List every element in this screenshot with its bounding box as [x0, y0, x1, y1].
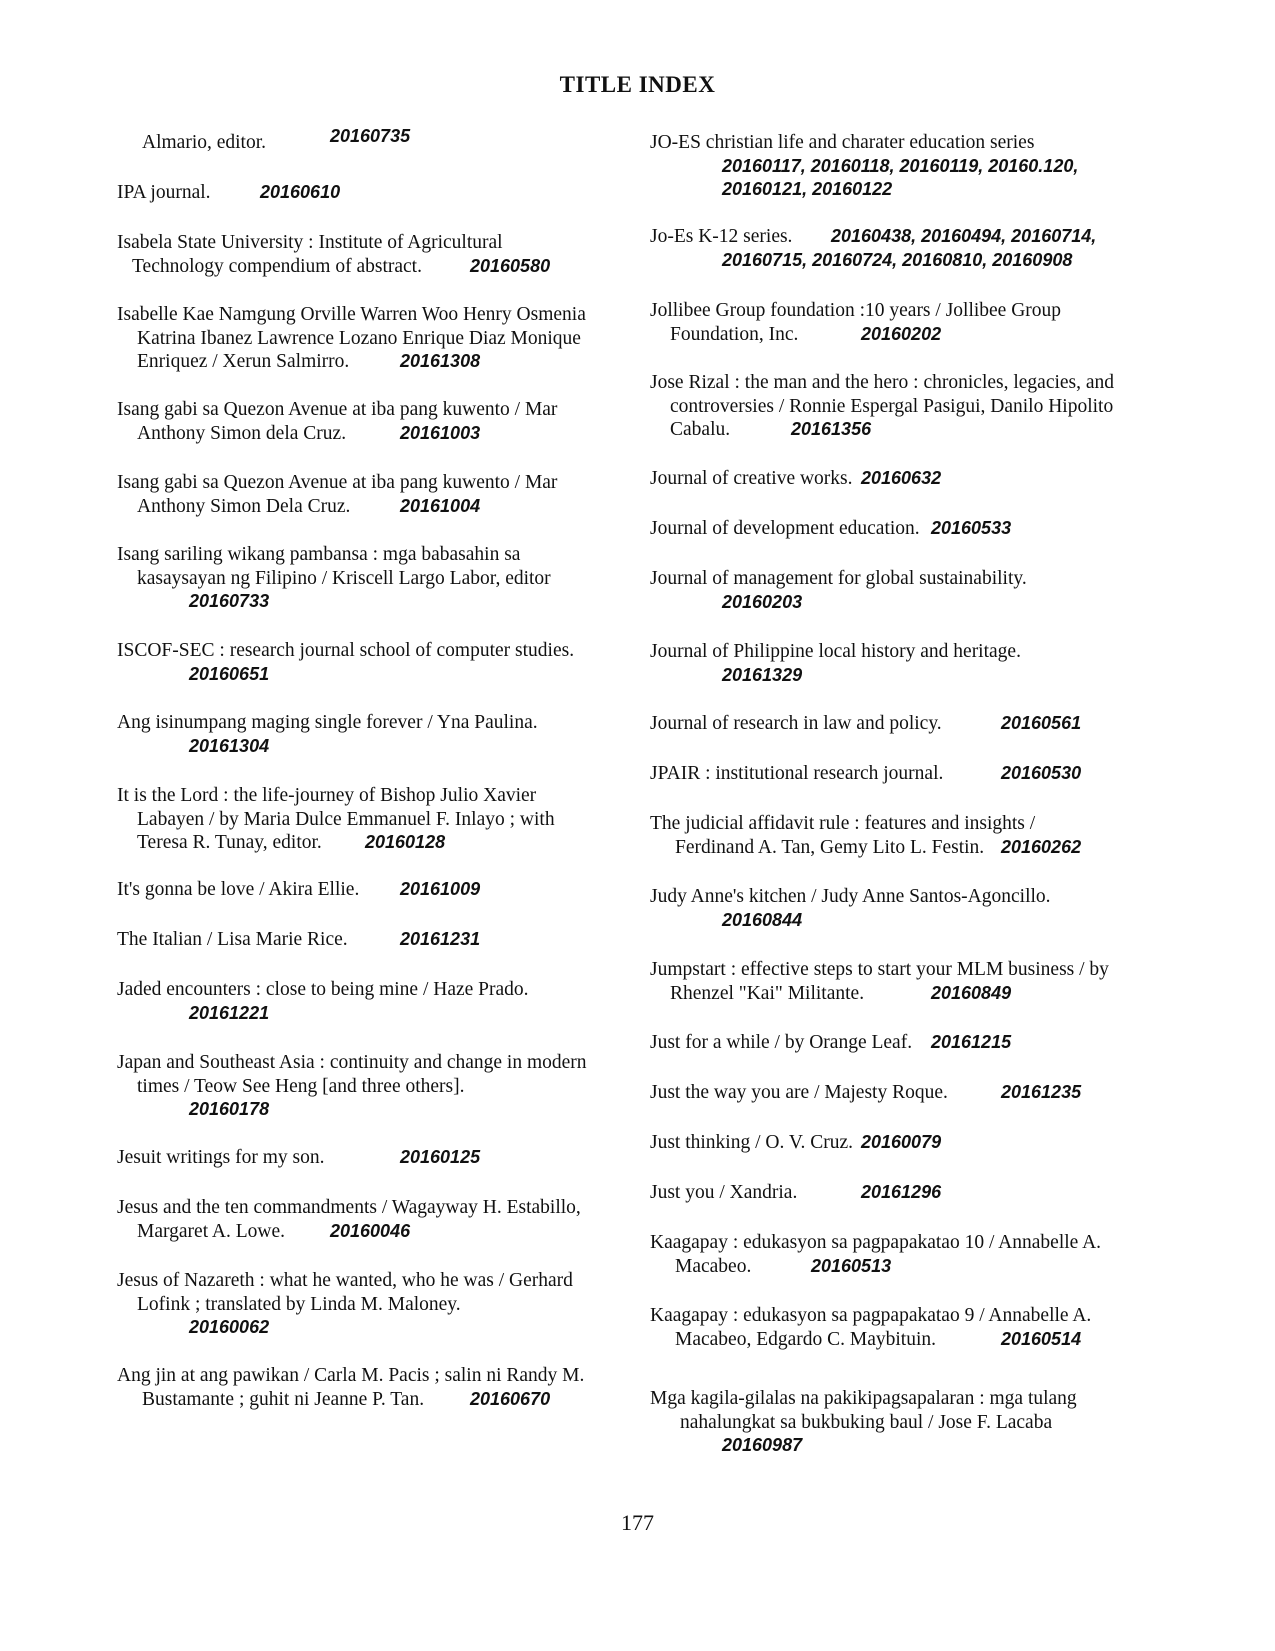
entry-number: 20161215	[931, 1032, 1012, 1052]
entry-number: 20160670	[470, 1388, 551, 1409]
entry-number: 20160735	[330, 126, 411, 146]
entry-title-line: Isabelle Kae Namgung Orville Warren Woo Henry Osmenia	[117, 304, 586, 325]
entry-title-line: Journal of management for global sustainability.	[650, 568, 1027, 589]
entry-number: 20161009	[400, 879, 481, 899]
entry-title-line: Journal of development education.	[650, 518, 920, 539]
entry-number: 20160262	[1001, 836, 1082, 857]
page-number: 177	[621, 1510, 654, 1535]
entry-number: 20160733	[189, 591, 270, 611]
entry-title-line: Jesus of Nazareth : what he wanted, who he was / Gerhard	[117, 1270, 573, 1291]
entry-number: 20161235	[1001, 1082, 1082, 1102]
index-entry	[650, 567, 1160, 614]
entry-number: 20160514	[1001, 1328, 1082, 1349]
entry-title-line: The Italian / Lisa Marie Rice.	[117, 929, 348, 950]
index-entry	[650, 1231, 1160, 1278]
entry-number: 20160610	[260, 182, 341, 202]
index-entry	[650, 1181, 1160, 1205]
entry-number: 20161356	[791, 419, 872, 439]
entry-title-line: Jollibee Group foundation :10 years / Jollibee Group	[650, 300, 1062, 321]
entry-number-continued: 20160715, 20160724, 20160810, 20160908	[722, 249, 1073, 270]
entry-title-line: Kaagapay : edukasyon sa pagpapakatao 10 / Annabelle A.	[650, 1232, 1102, 1253]
entry-title-line: kasaysayan ng Filipino / Kriscell Largo Labor, editor	[137, 567, 551, 589]
index-entry	[117, 1269, 627, 1340]
entry-number: 20160117, 20160118, 20160119, 20160.120,	[722, 155, 1079, 176]
entry-number: 20160178	[189, 1099, 270, 1119]
entry-title-line: Judy Anne's kitchen / Judy Anne Santos-Agoncillo.	[650, 886, 1051, 907]
entry-title-line: Macabeo, Edgardo C. Maybituin.	[675, 1328, 937, 1350]
entry-number: 20161308	[400, 351, 481, 371]
index-entry	[650, 885, 1160, 932]
entry-title-line: JPAIR : institutional research journal.	[650, 763, 944, 784]
entry-title-line: Isang gabi sa Quezon Avenue at iba pang kuwento / Mar	[117, 399, 558, 420]
index-entry	[650, 1387, 1160, 1458]
entry-number: 20160513	[811, 1255, 892, 1276]
index-entry	[117, 878, 627, 902]
entry-title-line: ISCOF-SEC : research journal school of computer studies.	[117, 640, 575, 661]
entry-title-line: JO-ES christian life and charater education series	[650, 132, 1035, 153]
index-entry	[650, 225, 1160, 272]
page-title: TITLE INDEX	[559, 72, 716, 97]
index-entry	[650, 640, 1160, 687]
index-entry	[650, 958, 1160, 1005]
index-entry	[117, 303, 627, 374]
entry-number: 20160079	[861, 1132, 942, 1152]
index-entry	[650, 1304, 1160, 1351]
entry-title-line: Kaagapay : edukasyon sa pagpapakatao 9 / Annabelle A.	[650, 1305, 1092, 1326]
index-entry	[650, 299, 1160, 346]
index-entry	[117, 1146, 627, 1170]
index-entry	[117, 471, 627, 518]
entry-title-line: Almario, editor.	[142, 132, 267, 153]
entry-title-line: The judicial affidavit rule : features and insights /	[650, 813, 1036, 834]
entry-title-line: Journal of Philippine local history and heritage.	[650, 641, 1021, 662]
index-entry	[650, 517, 1160, 541]
index-entry	[650, 371, 1160, 442]
index-entry	[117, 639, 627, 686]
entry-number: 20160651	[189, 663, 270, 684]
entry-title-line: Technology compendium of abstract.	[132, 255, 422, 277]
entry-title-line: Anthony Simon dela Cruz.	[137, 422, 347, 444]
index-entry	[117, 398, 627, 445]
entry-number: 20160128	[365, 832, 446, 852]
entry-title-line: Anthony Simon Dela Cruz.	[137, 495, 351, 517]
entry-title-line: Isang gabi sa Quezon Avenue at iba pang kuwento / Mar	[117, 472, 558, 493]
entry-title-line: nahalungkat sa bukbuking baul / Jose F. Lacaba	[680, 1411, 1053, 1433]
entry-title-line: Teresa R. Tunay, editor.	[137, 832, 322, 853]
index-entry	[650, 1031, 1160, 1055]
entry-number: 20160533	[931, 518, 1012, 538]
entry-title-line: Just you / Xandria.	[650, 1182, 798, 1203]
index-entry	[650, 762, 1160, 786]
entry-number: 20160125	[400, 1147, 481, 1167]
entry-number: 20160530	[1001, 763, 1082, 783]
entry-title-line: Japan and Southeast Asia : continuity and change in modern	[117, 1052, 587, 1073]
entry-title-line: IPA journal.	[117, 182, 211, 203]
entry-number-continued: 20160121, 20160122	[722, 179, 893, 199]
entry-title-line: Journal of creative works.	[650, 468, 853, 489]
index-entry	[650, 467, 1160, 491]
entry-title-line: Jose Rizal : the man and the hero : chronicles, legacies, and	[650, 372, 1115, 393]
entry-title-line: Isabela State University : Institute of Agricultural	[117, 232, 503, 253]
index-entry	[117, 231, 627, 278]
entry-title-line: Macabeo.	[675, 1255, 752, 1277]
entry-title-line: Just for a while / by Orange Leaf.	[650, 1032, 913, 1053]
index-entry	[650, 1131, 1160, 1155]
index-entry	[117, 928, 627, 952]
index-entry	[117, 1051, 627, 1122]
entry-title-line: Ferdinand A. Tan, Gemy Lito L. Festin.	[675, 836, 985, 858]
index-entry	[650, 131, 1160, 202]
entry-title-line: It's gonna be love / Akira Ellie.	[117, 879, 360, 900]
entry-number: 20160632	[861, 468, 942, 488]
entry-number: 20160202	[861, 323, 942, 344]
entry-title-line: Jesus and the ten commandments / Wagayway H. Estabillo,	[117, 1197, 581, 1218]
entry-title-line: Rhenzel "Kai" Militante.	[670, 982, 865, 1004]
entry-number: 20161231	[400, 929, 481, 949]
index-entry	[117, 181, 627, 205]
entry-number: 20161329	[722, 664, 803, 685]
index-entry	[117, 1364, 627, 1411]
entry-number: 20160046	[330, 1220, 411, 1241]
index-entry	[117, 711, 627, 758]
entry-number: 20161003	[400, 422, 481, 443]
entry-title-line: Bustamante ; guhit ni Jeanne P. Tan.	[142, 1388, 425, 1410]
index-entry	[650, 1081, 1160, 1105]
entry-title-line: Journal of research in law and policy.	[650, 713, 942, 734]
index-entry	[117, 126, 627, 155]
entry-title-line: Mga kagila-gilalas na pakikipagsapalaran : mga tulang	[650, 1388, 1077, 1409]
entry-title-line: Jesuit writings for my son.	[117, 1147, 325, 1168]
entry-title-line: controversies / Ronnie Espergal Pasigui, Danilo Hipolito	[670, 395, 1114, 417]
index-entry	[650, 712, 1160, 736]
entry-title-line: Just thinking / O. V. Cruz.	[650, 1132, 853, 1153]
entry-number: 20160849	[931, 982, 1012, 1003]
entry-number: 20161004	[400, 495, 481, 516]
index-entry	[117, 1196, 627, 1243]
entry-title-line: Lofink ; translated by Linda M. Maloney.	[137, 1293, 461, 1315]
entry-title-line: Jo-Es K-12 series.	[650, 226, 793, 247]
entry-number: 20160561	[1001, 713, 1082, 733]
entry-title-line: Jumpstart : effective steps to start your MLM business / by	[650, 959, 1109, 980]
entry-title-line: Foundation, Inc.	[670, 323, 799, 345]
index-entry	[650, 812, 1160, 859]
entry-number: 20160580	[470, 255, 551, 276]
entry-number: 20161296	[861, 1182, 942, 1202]
entry-title-line: Enriquez / Xerun Salmirro.	[137, 351, 350, 372]
entry-title-line: times / Teow See Heng [and three others].	[137, 1075, 465, 1097]
entry-title-line: Just the way you are / Majesty Roque.	[650, 1082, 948, 1103]
index-entry	[117, 978, 627, 1025]
entry-number: 20160844	[722, 909, 803, 930]
entry-title-line: It is the Lord : the life-journey of Bishop Julio Xavier	[117, 785, 537, 806]
entry-title-line: Ang jin at ang pawikan / Carla M. Pacis ; salin ni Randy M.	[117, 1365, 585, 1386]
entry-number: 20160438, 20160494, 20160714,	[831, 226, 1097, 246]
entry-title-line: Cabalu.	[670, 419, 731, 440]
entry-title-line: Labayen / by Maria Dulce Emmanuel F. Inlayo ; with	[137, 808, 555, 830]
entry-title-line: Isang sariling wikang pambansa : mga babasahin sa	[117, 544, 521, 565]
entry-number: 20160062	[189, 1317, 270, 1337]
entry-title-line: Katrina Ibanez Lawrence Lozano Enrique Diaz Monique	[137, 327, 581, 349]
entry-number: 20160203	[722, 591, 803, 612]
entry-number: 20161304	[189, 735, 270, 756]
entry-title-line: Ang isinumpang maging single forever / Yna Paulina.	[117, 712, 538, 733]
entry-number: 20160987	[722, 1435, 803, 1455]
entry-number: 20161221	[189, 1002, 270, 1023]
index-entry	[117, 543, 627, 614]
entry-title-line: Margaret A. Lowe.	[137, 1220, 286, 1242]
index-entry	[117, 784, 627, 855]
entry-title-line: Jaded encounters : close to being mine / Haze Prado.	[117, 979, 529, 1000]
